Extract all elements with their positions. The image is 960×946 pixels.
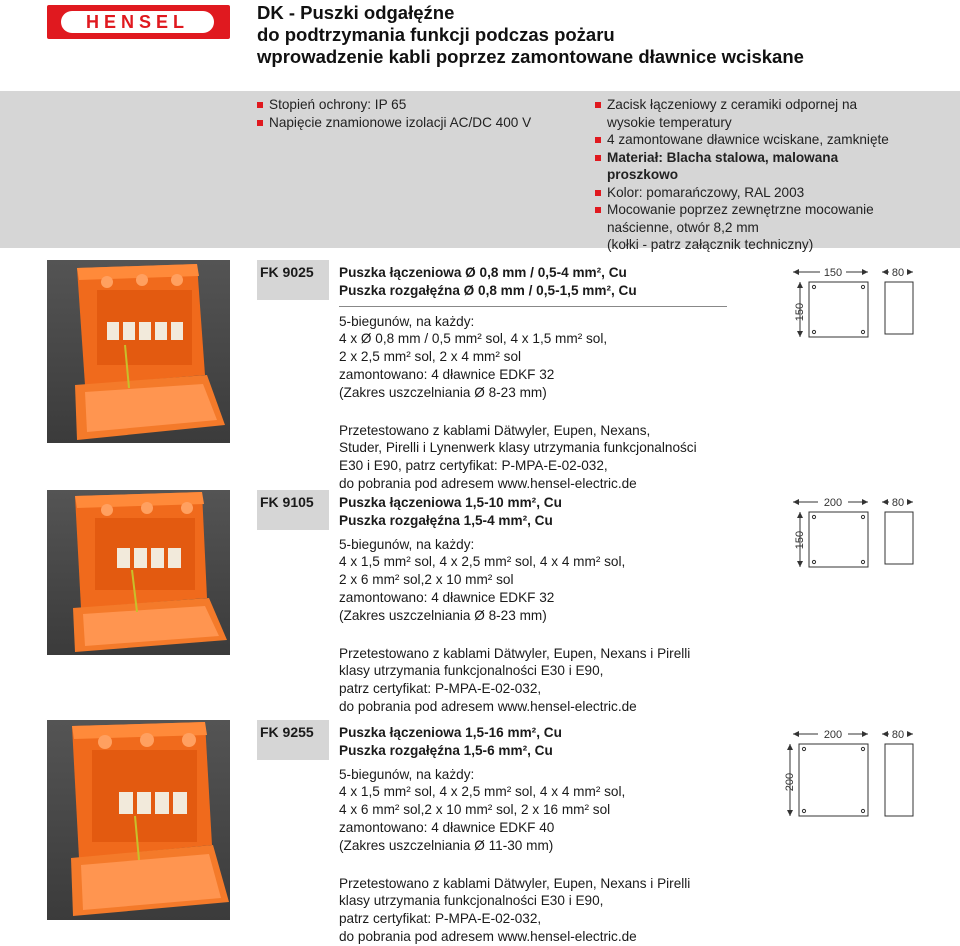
dimension-drawing-fk9025 xyxy=(780,262,920,342)
feature-item-cont: naścienne, otwór 8,2 mm xyxy=(607,219,759,235)
product-test-note: Przetestowano z kablami Dätwyler, Eupen, Nexans, xyxy=(339,422,651,438)
divider xyxy=(339,306,727,307)
product-heading: Puszka rozgałęźna 1,5-4 mm², Cu xyxy=(339,512,553,528)
dim-depth: 80 xyxy=(891,497,905,509)
title-line: do podtrzymania funkcji podczas pożaru xyxy=(257,24,615,45)
dim-width: 150 xyxy=(823,267,843,279)
product-spec: (Zakres uszczelniania Ø 11-30 mm) xyxy=(339,837,554,853)
product-test-note: Przetestowano z kablami Dätwyler, Eupen, Nexans i Pirelli xyxy=(339,645,691,661)
product-test-note: klasy utrzymania funkcjonalności E30 i E90, xyxy=(339,893,604,909)
dim-height: 150 xyxy=(794,302,806,322)
product-description-fk9105 xyxy=(339,494,769,716)
dim-depth: 80 xyxy=(891,729,905,741)
product-spec: 2 x 2,5 mm² sol, 2 x 4 mm² sol xyxy=(339,349,522,365)
product-spec: 5-biegunów, na każdy: xyxy=(339,766,475,782)
feature-item: Napięcie znamionowe izolacji AC/DC 400 V xyxy=(257,114,577,132)
product-heading: Puszka rozgałęźna 1,5-6 mm², Cu xyxy=(339,742,553,758)
features-right xyxy=(595,96,915,254)
product-spec: 5-biegunów, na każdy: xyxy=(339,313,475,329)
feature-item: Kolor: pomarańczowy, RAL 2003 xyxy=(595,184,915,202)
product-test-note: patrz certyfikat: P-MPA-E-02-032, xyxy=(339,911,542,927)
product-heading: Puszka łączeniowa Ø 0,8 mm / 0,5-4 mm², Cu xyxy=(339,265,627,280)
page-title xyxy=(257,2,937,68)
product-spec: 4 x 6 mm² sol,2 x 10 mm² sol, 2 x 16 mm² sol xyxy=(339,802,611,818)
feature-item-cont: proszkowo xyxy=(607,167,678,182)
product-spec: 4 x 1,5 mm² sol, 4 x 2,5 mm² sol, 4 x 4 mm² sol, xyxy=(339,554,626,570)
title-line: wprowadzenie kabli poprzez zamontowane dławnice wciskane xyxy=(257,46,804,67)
hensel-logo xyxy=(47,5,230,39)
product-test-note: do pobrania pod adresem www.hensel-electric.de xyxy=(339,698,637,714)
product-heading: Puszka rozgałęźna Ø 0,8 mm / 0,5-1,5 mm², Cu xyxy=(339,282,637,298)
product-test-note: E30 i E90, patrz certyfikat: P-MPA-E-02-032, xyxy=(339,458,608,474)
product-test-note: do pobrania pod adresem www.hensel-electric.de xyxy=(339,928,637,944)
product-spec: (Zakres uszczelniania Ø 8-23 mm) xyxy=(339,607,547,623)
dimension-drawing-fk9105 xyxy=(780,492,920,572)
product-spec: 4 x 1,5 mm² sol, 4 x 2,5 mm² sol, 4 x 4 mm² sol, xyxy=(339,784,626,800)
product-test-note: patrz certyfikat: P-MPA-E-02-032, xyxy=(339,681,542,697)
product-heading: Puszka łączeniowa 1,5-16 mm², Cu xyxy=(339,725,562,740)
product-code: FK 9105 xyxy=(257,490,329,530)
dim-width: 200 xyxy=(823,729,843,741)
feature-item: Zacisk łączeniowy z ceramiki odpornej na xyxy=(595,96,915,114)
product-spec: zamontowano: 4 dławnice EDKF 32 xyxy=(339,366,555,382)
dim-height: 150 xyxy=(794,530,806,550)
dim-height: 200 xyxy=(784,772,796,792)
product-test-note: Przetestowano z kablami Dätwyler, Eupen, Nexans i Pirelli xyxy=(339,875,691,891)
product-test-note: Studer, Pirelli i Lynenwerk klasy utrzymania funkcjonalności xyxy=(339,440,697,456)
product-spec: 2 x 6 mm² sol,2 x 10 mm² sol xyxy=(339,572,514,588)
product-spec: (Zakres uszczelniania Ø 8-23 mm) xyxy=(339,384,547,400)
product-spec: 5-biegunów, na każdy: xyxy=(339,536,475,552)
product-description-fk9255 xyxy=(339,724,769,946)
product-test-note: do pobrania pod adresem www.hensel-electric.de xyxy=(339,475,637,491)
feature-item-material: Materiał: Blacha stalowa, malowana xyxy=(595,149,915,167)
logo-text: HENSEL xyxy=(85,12,189,32)
product-spec: 4 x Ø 0,8 mm / 0,5 mm² sol, 4 x 1,5 mm² sol, xyxy=(339,331,608,347)
product-heading: Puszka łączeniowa 1,5-10 mm², Cu xyxy=(339,495,562,510)
title-line: DK - Puszki odgałęźne xyxy=(257,2,455,23)
product-code: FK 9025 xyxy=(257,260,329,300)
feature-item: Stopień ochrony: IP 65 xyxy=(257,96,577,114)
product-spec: zamontowano: 4 dławnice EDKF 32 xyxy=(339,589,555,605)
feature-item-cont: wysokie temperatury xyxy=(607,114,732,130)
dim-depth: 80 xyxy=(891,267,905,279)
product-photo-fk9025 xyxy=(47,260,230,443)
product-photo-fk9105 xyxy=(47,490,230,655)
dim-width: 200 xyxy=(823,497,843,509)
dimension-drawing-fk9255 xyxy=(780,724,920,824)
features-left xyxy=(257,96,577,131)
feature-item: Mocowanie poprzez zewnętrzne mocowanie xyxy=(595,201,915,219)
product-code: FK 9255 xyxy=(257,720,329,760)
product-test-note: klasy utrzymania funkcjonalności E30 i E90, xyxy=(339,663,604,679)
product-description-fk9025 xyxy=(339,264,769,493)
feature-item: 4 zamontowane dławnice wciskane, zamknięte xyxy=(595,131,915,149)
product-spec: zamontowano: 4 dławnice EDKF 40 xyxy=(339,819,555,835)
product-photo-fk9255 xyxy=(47,720,230,920)
feature-item-cont: (kołki - patrz załącznik techniczny) xyxy=(607,237,814,252)
